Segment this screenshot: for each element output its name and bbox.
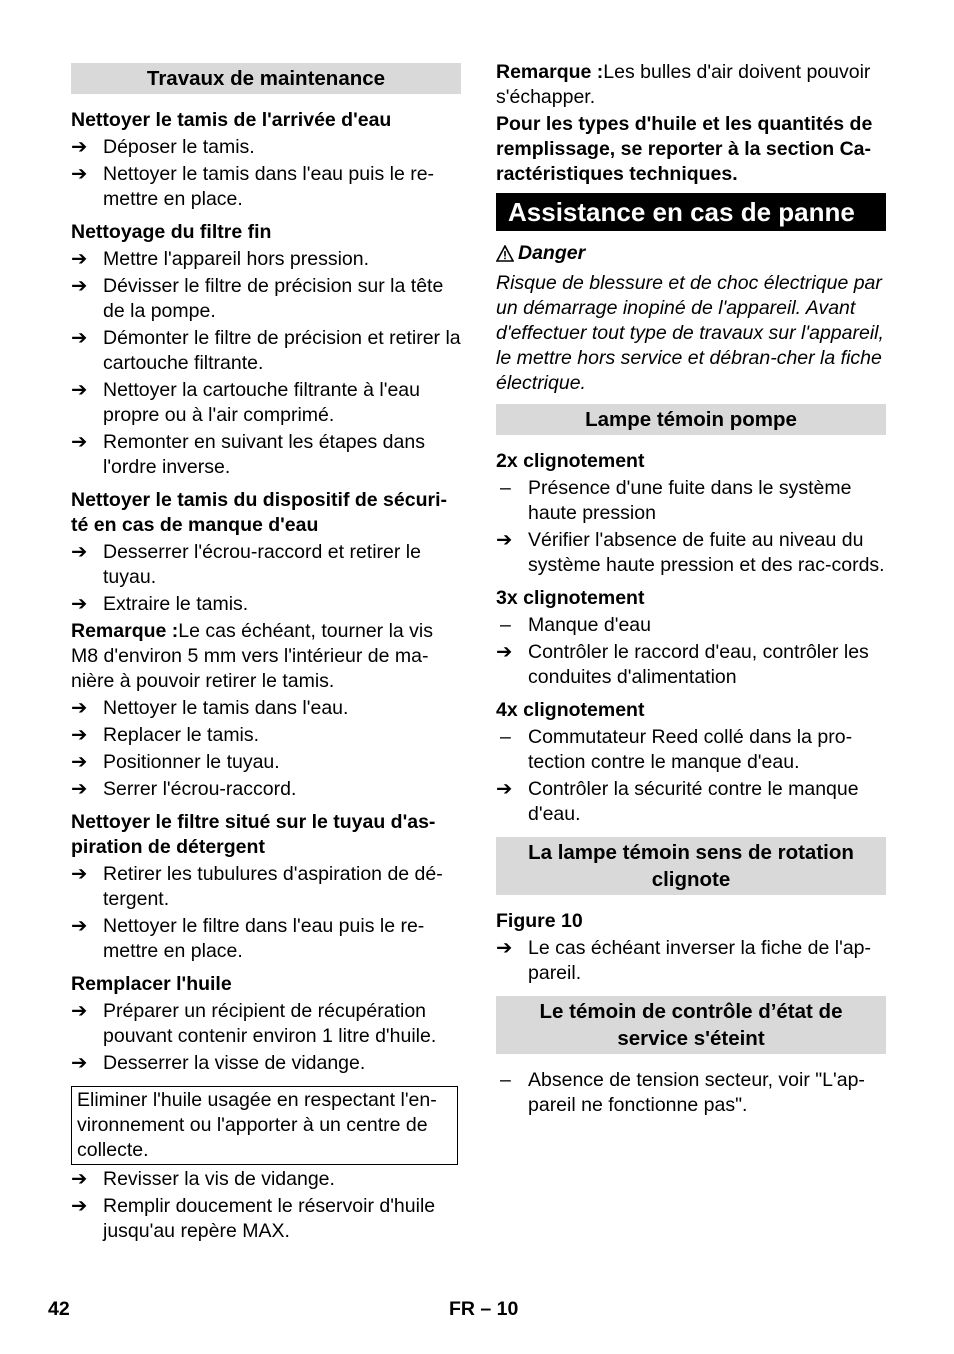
list-item-text: Nettoyer la cartouche filtrante à l'eau propre ou à l'air comprimé. xyxy=(103,379,420,426)
list-item xyxy=(71,378,461,428)
arrow-right-icon: ➔ xyxy=(71,697,88,719)
list-item xyxy=(496,936,886,986)
list-item xyxy=(71,862,461,912)
list-item-text: Revisser la vis de vidange. xyxy=(103,1168,335,1190)
arrow-right-icon: ➔ xyxy=(71,1052,88,1074)
remark-air-bubbles xyxy=(496,60,886,110)
list-item-text: Retirer les tubulures d'aspiration de dé-tergent. xyxy=(103,863,443,910)
right-sections xyxy=(496,404,886,1118)
list-item xyxy=(71,914,461,964)
dash-item-text: Absence de tension secteur, voir "L'ap-pareil ne fonctionne pas". xyxy=(528,1069,865,1116)
list-item-text: Démonter le filtre de précision et retirer la cartouche filtrante. xyxy=(103,327,461,374)
section-content xyxy=(496,449,886,827)
list-item xyxy=(71,274,461,324)
list-item xyxy=(496,528,886,578)
list-item-text: Le cas échéant inverser la fiche de l'ap-pareil. xyxy=(528,937,872,984)
list-item-text: Positionner le tuyau. xyxy=(103,751,280,773)
arrow-right-icon: ➔ xyxy=(71,248,88,270)
remark-text: Le cas échéant, tourner la vis M8 d'environ 5 mm vers l'intérieur de ma-nière à pouvoir retirer le tamis. xyxy=(71,620,434,692)
section-content xyxy=(496,909,886,986)
list-item-text: Vérifier l'absence de fuite au niveau du système haute pression et des rac-cords. xyxy=(528,529,885,576)
list-item-text: Préparer un récipient de récupération pouvant contenir environ 1 litre d'huile. xyxy=(103,1000,437,1047)
list-item-text: Contrôler le raccord d'eau, contrôler les conduites d'alimentation xyxy=(528,641,869,688)
dash-bullet-icon: – xyxy=(500,614,511,636)
page-reference: FR – 10 xyxy=(449,1298,519,1320)
arrow-right-icon: ➔ xyxy=(496,529,513,551)
list-item-text: Nettoyer le filtre dans l'eau puis le re-mettre en place. xyxy=(103,915,425,962)
subheading: Figure 10 xyxy=(496,910,583,932)
dash-bullet-icon: – xyxy=(500,1069,511,1091)
dash-bullet-icon: – xyxy=(500,477,511,499)
danger-label: Danger xyxy=(518,242,586,264)
dash-item-text: Présence d'une fuite dans le système haute pression xyxy=(528,477,852,524)
list-item xyxy=(71,723,461,748)
right-column xyxy=(496,58,886,1118)
list-item-text: Nettoyer le tamis dans l'eau. xyxy=(103,697,349,719)
list-item xyxy=(71,777,461,802)
subheading: Nettoyer le tamis du dispositif de sécuri-té en cas de manque d'eau xyxy=(71,489,448,536)
arrow-right-icon: ➔ xyxy=(71,1000,88,1022)
list-item xyxy=(71,750,461,775)
list-item-text: Serrer l'écrou-raccord. xyxy=(103,778,297,800)
subheading: Remplacer l'huile xyxy=(71,973,232,995)
dash-item-text: Manque d'eau xyxy=(528,614,651,636)
dash-bullet-icon: – xyxy=(500,726,511,748)
arrow-right-icon: ➔ xyxy=(71,379,88,401)
subheading: 4x clignotement xyxy=(496,699,645,721)
arrow-right-icon: ➔ xyxy=(71,1195,88,1217)
remark-text: Les bulles d'air doivent pouvoir s'échapper. xyxy=(496,61,871,108)
arrow-right-icon: ➔ xyxy=(71,431,88,453)
remark-note xyxy=(71,619,461,694)
list-item xyxy=(71,592,461,617)
dash-item-text: Commutateur Reed collé dans la pro-tection contre le manque d'eau. xyxy=(528,726,853,773)
list-item xyxy=(71,162,461,212)
arrow-right-icon: ➔ xyxy=(71,163,88,185)
list-item xyxy=(71,326,461,376)
list-item xyxy=(71,1194,461,1244)
warning-triangle-icon xyxy=(496,244,518,269)
list-item-text: Desserrer l'écrou-raccord et retirer le tuyau. xyxy=(103,541,421,588)
arrow-right-icon: ➔ xyxy=(71,778,88,800)
arrow-right-icon: ➔ xyxy=(71,724,88,746)
arrow-right-icon: ➔ xyxy=(71,275,88,297)
arrow-right-icon: ➔ xyxy=(71,751,88,773)
remark-label: Remarque : xyxy=(496,61,604,83)
list-item xyxy=(496,777,886,827)
list-item-text: Déposer le tamis. xyxy=(103,136,255,158)
list-item xyxy=(71,540,461,590)
page-number: 42 xyxy=(48,1298,70,1320)
arrow-right-icon: ➔ xyxy=(71,541,88,563)
left-content xyxy=(71,108,461,1244)
list-item xyxy=(71,696,461,721)
list-item-text: Contrôler la sécurité contre le manque d'eau. xyxy=(528,778,859,825)
list-item-text: Dévisser le filtre de précision sur la tête de la pompe. xyxy=(103,275,444,322)
arrow-right-icon: ➔ xyxy=(71,863,88,885)
arrow-right-icon: ➔ xyxy=(71,915,88,937)
list-item-text: Desserrer la visse de vidange. xyxy=(103,1052,366,1074)
arrow-right-icon: ➔ xyxy=(496,641,513,663)
oil-note: Pour les types d'huile et les quantités de remplissage, se reporter à la section Ca-ractéristiques techniques. xyxy=(496,113,873,185)
left-column xyxy=(71,63,461,1244)
dash-item xyxy=(496,725,886,775)
subheading: Nettoyer le tamis de l'arrivée d'eau xyxy=(71,109,392,131)
chapter-title-troubleshooting: Assistance en cas de panne xyxy=(496,193,886,231)
list-item xyxy=(496,640,886,690)
remark-label: Remarque : xyxy=(71,620,179,642)
danger-heading xyxy=(496,241,886,269)
dash-item xyxy=(496,1068,886,1118)
list-item-text: Nettoyer le tamis dans l'eau puis le re-mettre en place. xyxy=(103,163,435,210)
subheading: Nettoyer le filtre situé sur le tuyau d'as-piration de détergent xyxy=(71,811,436,858)
arrow-right-icon: ➔ xyxy=(496,778,513,800)
arrow-right-icon: ➔ xyxy=(71,593,88,615)
list-item xyxy=(71,430,461,480)
arrow-right-icon: ➔ xyxy=(71,1168,88,1190)
list-item-text: Extraire le tamis. xyxy=(103,593,249,615)
dash-item xyxy=(496,476,886,526)
danger-text: Risque de blessure et de choc électrique par un démarrage inopiné de l'appareil. Avant d'effectuer tout type de travaux sur l'appareil, le mettre hors service et débran-cher la fiche électrique. xyxy=(496,272,884,394)
list-item-text: Remonter en suivant les étapes dans l'ordre inverse. xyxy=(103,431,425,478)
arrow-right-icon: ➔ xyxy=(71,327,88,349)
list-item xyxy=(71,135,461,160)
subheading: 3x clignotement xyxy=(496,587,645,609)
subheading: Nettoyage du filtre fin xyxy=(71,221,272,243)
dash-item xyxy=(496,613,886,638)
section-content xyxy=(496,1068,886,1118)
arrow-right-icon: ➔ xyxy=(71,136,88,158)
arrow-right-icon: ➔ xyxy=(496,937,513,959)
list-item-text: Remplir doucement le réservoir d'huile jusqu'au repère MAX. xyxy=(103,1195,436,1242)
section-title: La lampe témoin sens de rotation clignote xyxy=(496,837,886,895)
list-item xyxy=(71,1051,461,1076)
section-title-maintenance: Travaux de maintenance xyxy=(71,63,461,94)
list-item xyxy=(71,247,461,272)
section-title: Lampe témoin pompe xyxy=(496,404,886,435)
list-item xyxy=(71,999,461,1049)
subheading: 2x clignotement xyxy=(496,450,645,472)
section-title: Le témoin de contrôle d’état de service s'éteint xyxy=(496,996,886,1054)
environment-notice-box: Eliminer l'huile usagée en respectant l'en-vironnement ou l'apporter à un centre de collecte. xyxy=(71,1086,458,1165)
list-item xyxy=(71,1167,461,1192)
list-item-text: Replacer le tamis. xyxy=(103,724,260,746)
list-item-text: Mettre l'appareil hors pression. xyxy=(103,248,370,270)
